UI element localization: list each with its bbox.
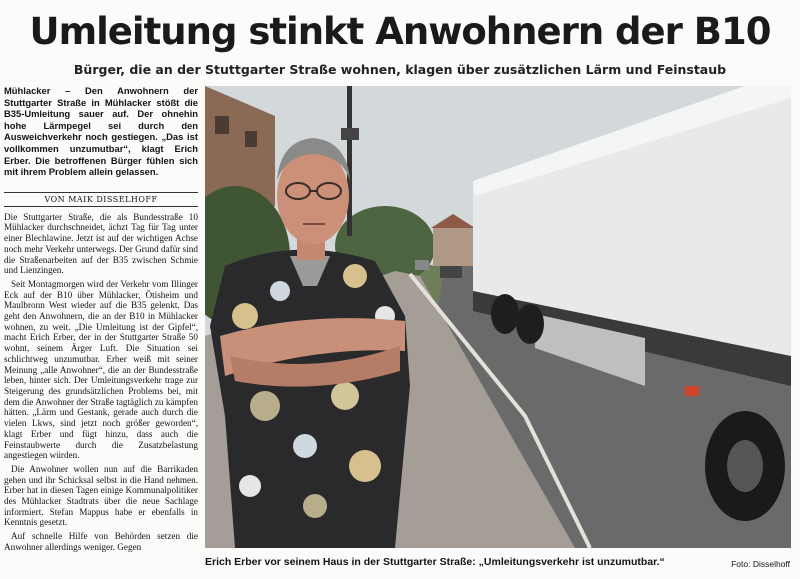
body-paragraph: Auf schnelle Hilfe von Behörden setzen die Anwohner allerdings weniger. Gegen xyxy=(4,531,198,552)
byline: VON MAIK DISSELHOFF xyxy=(4,192,198,207)
body-paragraph: Die Stuttgarter Straße, die als Bundesstraße 10 Mühlacker durchschneidet, ächzt Tag für Tag unter einer Blechlawine. Jetzt ist auf der wichtigen Achse noch mehr Verkehr unterwegs. Der Grund dafür sind die Straßenarbeiten auf der B35 zwischen Schmie und Lienzingen. xyxy=(4,211,198,276)
lead-paragraph: Mühlacker – Den Anwohnern der Stuttgarter Straße in Mühlacker stößt die B35-Umleitung sauer auf. Der ohnehin hohe Lärmpegel sei durch den Ausweichverkehr noch gestiegen. „Das ist vollkommen unzumutbar“, klagt Erich Erber. Die betroffenen Bürger fühlen sich mit ihrem Problem allein gelassen. xyxy=(4,85,198,178)
photo-credit: Foto: Disselhoff xyxy=(731,559,790,569)
body-paragraph: Die Anwohner wollen nun auf die Barrikaden gehen und ihr Schicksal selbst in die Hand nehmen. Erber hat in diesen Tagen einige Kommunalpolitiker des Mühlacker Stadtrats über die neue Sachlage informiert. Stefan Mappus habe er ebenfalls in Kenntnis gesetzt. xyxy=(4,463,198,528)
photo-illustration xyxy=(205,86,791,548)
body-paragraph: Seit Montagmorgen wird der Verkehr vom Illinger Eck auf der B10 über Mühlacker, Ötisheim und Maulbronn West wieder auf die B35 gelenkt. Das geht den Anwohnern, die an der B10 in Mühlacker wohnen, zu weit. „Die Umleitung ist der Gipfel“, macht Erich Erber, der in der Stuttgarter Straße 50 wohnt, seinem Ärger Luft. Die Situation sei schlichtweg unzumutbar. Erber weiß mit seiner Meinung „alle Anwohner“, die an der Bundesstraße leben, hinter sich. Der Umleitungsverkehr trage zur Steigerung des grundsätzlichen Problems bei, mit dem die Anwohner der Straße tagtäglich zu kämpfen hätten. „Lärm und Gestank, gerade auch durch die vielen Lkws, sind jetzt noch größer geworden“, klagt Erber und fügt hinzu, dass auch die Feinstaubwerte durch die Zusatzbelastung angestiegen würden. xyxy=(4,278,198,461)
article-body xyxy=(4,212,198,553)
photo-caption: Erich Erber vor seinem Haus in der Stuttgarter Straße: „Umleitungsverkehr ist unzumutbar.“ xyxy=(205,556,665,568)
article-column xyxy=(4,85,198,579)
headline: Umleitung stinkt Anwohnern der B10 xyxy=(29,10,771,53)
article-photo xyxy=(205,86,791,548)
subheadline: Bürger, die an der Stuttgarter Straße wohnen, klagen über zusätzlichen Lärm und Feinstaub xyxy=(73,62,727,77)
